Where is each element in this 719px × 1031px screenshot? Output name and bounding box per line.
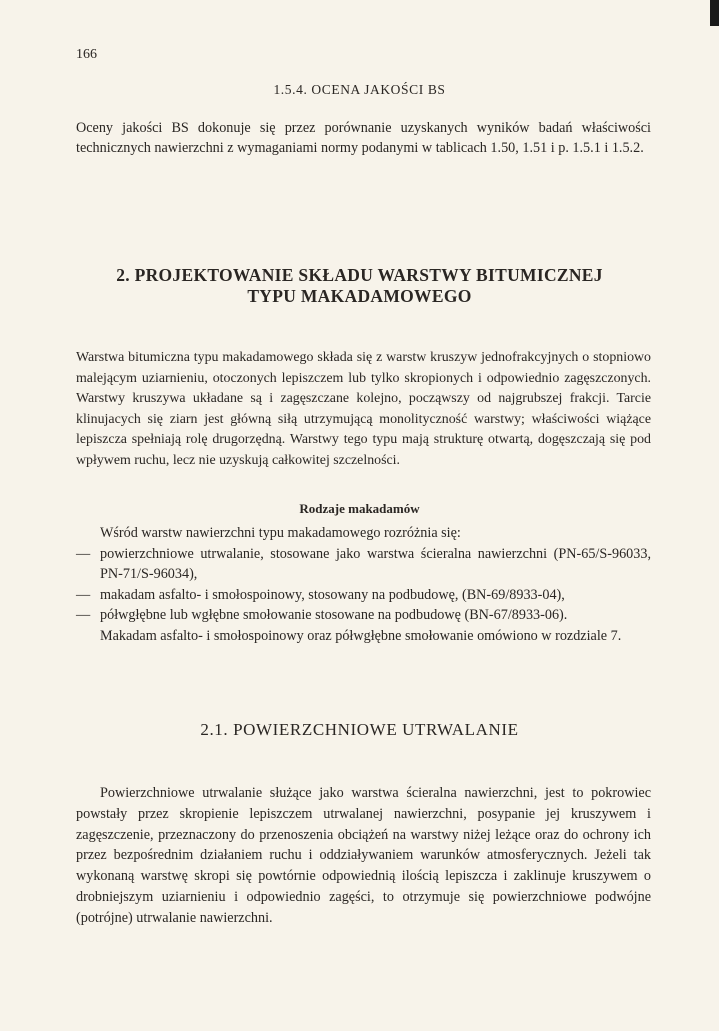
- list-dash: —: [76, 607, 91, 624]
- chapter-heading-line-1: 2. PROJEKTOWANIE SKŁADU WARSTWY BITUMICZNEJ: [116, 265, 603, 285]
- list-item-text: powierzchniowe utrwalanie, stosowane jako warstwa ścieralna nawierzchni (PN-65/S-96033, PN-71/S-96034),: [100, 545, 651, 583]
- list-dash: —: [76, 586, 91, 603]
- list-item-text: półwgłębne lub wgłębne smołowanie stosowane na podbudowę (BN-67/8933-06).: [100, 607, 568, 624]
- list-item: [76, 585, 651, 606]
- paragraph-macadam-description: Warstwa bitumiczna typu makadamowego składa się z warstw kruszyw jednofrakcyjnych o stopniowo malejącym uziarnieniu, otoczonych lepiszczem lub tylko skropionych i odpowiednio zagęszczonych. Warstwy kruszywa układane są i zagęszczane kolejno, począwszy od najgrubszej frakcji. Tarcie klinujacych się ziarn jest główną siłą utrzymującą monolityczność warstwy; właściwości wiążące lepiszcza spełniają rolę drugorzędną. Warstwy tego typu mają strukturę otwartą, dogęszczają się pod wpływem ruchu, lecz nie uzyskują całkowitej szczelności.: [76, 350, 651, 468]
- macadam-types-heading: Rodzaje makadamów: [299, 501, 420, 516]
- chapter-heading-line-2: TYPU MAKADAMOWEGO: [247, 286, 472, 306]
- list-item: [76, 544, 651, 585]
- paragraph-surface-treatment: Powierzchniowe utrwalanie służące jako warstwa ścieralna nawierzchni, jest to pokrowiec powstały przez skropienie lepiszczem utrwalanej nawierzchni, posypanie jej kruszywem i zagęszczenie, przeznaczony do przenoszenia obciążeń na warstwy niżej leżące oraz do ochrony ich przez bezpośrednim działaniem ruchu i oddziaływaniem warunków atmosferycznych. Jeżeli tak wykonaną warstwę skropi się powtórnie odpowiednią ilością lepiszcza i zaklinuje kruszywem o drobniejszym uziarnieniu i odpowiednio zagęści, to otrzymuje się powierzchniowe podwójne (potrójne) utrwalanie nawierzchni.: [76, 785, 651, 926]
- subsection-heading: 1.5.4. OCENA JAKOŚCI BS: [273, 82, 446, 97]
- page-number: 166: [76, 47, 97, 62]
- scan-edge-mark: [710, 0, 719, 26]
- chapter-heading: [0, 265, 719, 307]
- list-dash: —: [76, 545, 91, 562]
- list-intro: Wśród warstw nawierzchni typu makadamowego rozróżnia się:: [100, 525, 461, 541]
- list-item: [76, 605, 651, 626]
- section-heading: 2.1. POWIERZCHNIOWE UTRWALANIE: [200, 720, 519, 739]
- list-item-text: makadam asfalto- i smołospoinowy, stosowany na podbudowę, (BN-69/8933-04),: [100, 586, 565, 603]
- paragraph-quality-assessment: Oceny jakości BS dokonuje się przez porównanie uzyskanych wyników badań właściwości technicznych nawierzchni z wymaganiami normy podanymi w tablicach 1.50, 1.51 i p. 1.5.1 i 1.5.2.: [76, 120, 651, 157]
- list-tail-text: Makadam asfalto- i smołospoinowy oraz półwgłębne smołowanie omówiono w rozdziale 7.: [100, 627, 622, 644]
- macadam-types-list: [76, 523, 651, 647]
